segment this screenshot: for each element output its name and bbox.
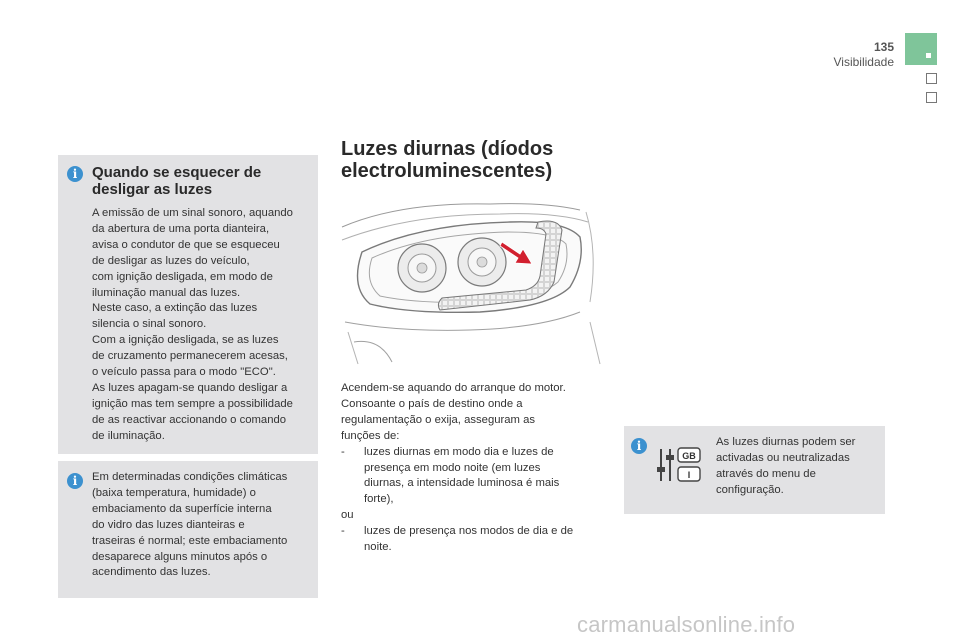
section-title-daytime-lights [341, 138, 641, 182]
text-line: traseiras é normal; este embaciamento [92, 534, 288, 547]
text-line: avisa o condutor de que se esqueceu [92, 238, 280, 251]
text-line: de as reactivar accionando o comando [92, 413, 287, 426]
text-line: forte), [364, 493, 394, 506]
text-line: As luzes apagam-se quando desligar a [92, 381, 288, 394]
chapter-tab [905, 33, 937, 65]
bullet-dash: - [341, 445, 345, 458]
text-line: de cruzamento permanecerem acesas, [92, 350, 288, 363]
info-box-forgot-lights [58, 155, 318, 454]
text-line: de iluminação. [92, 429, 165, 442]
info-icon: i [631, 438, 647, 454]
info-icon: i [67, 166, 83, 182]
text-line: funções de: [341, 429, 400, 442]
text-line: desaparece alguns minutos após o [92, 550, 268, 563]
bullet-item-1 [341, 445, 603, 461]
bullet-dash: - [341, 525, 345, 538]
title-line: desligar as luzes [92, 181, 213, 198]
info-box-condensation [58, 461, 318, 598]
text-line: de desligar as luzes do veículo, [92, 254, 250, 267]
title-line: Quando se esquecer de [92, 164, 262, 181]
settings-menu-icon [657, 447, 705, 483]
box-body-forgot-lights [92, 206, 316, 445]
text-line: ignição mas tem sempre a possibilidade [92, 397, 293, 410]
text-line: luzes de presença nos modos de dia e de [364, 525, 574, 538]
main-body-text [341, 381, 603, 556]
bullet-item-2 [341, 524, 603, 540]
text-line: silencia o sinal sonoro. [92, 318, 207, 331]
text-line: As luzes diurnas podem ser [716, 436, 856, 448]
text-line: embaciamento da superfície interna [92, 502, 272, 515]
text-line: regulamentação o exija, asseguram as [341, 413, 536, 426]
box-body-configuration [716, 435, 880, 499]
text-line: da abertura de uma porta dianteira, [92, 222, 270, 235]
page-number: 135 [873, 40, 894, 54]
section-name: Visibilidade [833, 55, 894, 69]
text-line: A emissão de um sinal sonoro, aquando [92, 207, 293, 219]
text-line: através do menu de [716, 467, 816, 480]
text-line: Em determinadas condições climáticas [92, 471, 288, 483]
nav-box-2 [926, 92, 937, 103]
text-line: diurnas, a intensidade luminosa é mais [364, 477, 560, 490]
text-line: Acendem-se aquando do arranque do motor. [341, 382, 566, 394]
menu-label-i: I [687, 470, 691, 480]
text-line: luzes diurnas em modo dia e luzes de [364, 445, 554, 458]
watermark: carmanualsonline.info [577, 612, 796, 637]
separator-text: ou [341, 509, 354, 522]
text-line: Com a ignição desligada, se as luzes [92, 334, 279, 347]
title-line: Luzes diurnas (díodos [341, 138, 554, 160]
text-line: Consoante o país de destino onde a [341, 397, 523, 410]
text-line: presença em modo noite (em luzes [364, 461, 541, 474]
box-body-condensation [92, 470, 316, 581]
text-line: noite. [364, 541, 392, 554]
title-line: electroluminescentes) [341, 160, 553, 182]
menu-label-gb: GB [682, 451, 696, 461]
info-box-configuration [624, 426, 885, 514]
info-icon: i [67, 473, 83, 489]
text-line: activadas ou neutralizadas [716, 451, 850, 464]
box-title-forgot-lights [92, 164, 312, 198]
text-line: acendimento das luzes. [92, 566, 211, 579]
chapter-tab-mark [926, 53, 931, 58]
text-line: Neste caso, a extinção das luzes [92, 302, 258, 315]
text-line: com ignição desligada, em modo de [92, 270, 273, 283]
text-line: (baixa temperatura, humidade) o [92, 486, 256, 499]
text-line: o veículo passa para o modo "ECO". [92, 366, 276, 379]
headlamp-illustration [340, 192, 602, 368]
text-line: configuração. [716, 483, 784, 496]
text-line: iluminação manual das luzes. [92, 286, 241, 299]
text-line: do vidro das luzes dianteiras e [92, 518, 245, 531]
nav-box-1 [926, 73, 937, 84]
